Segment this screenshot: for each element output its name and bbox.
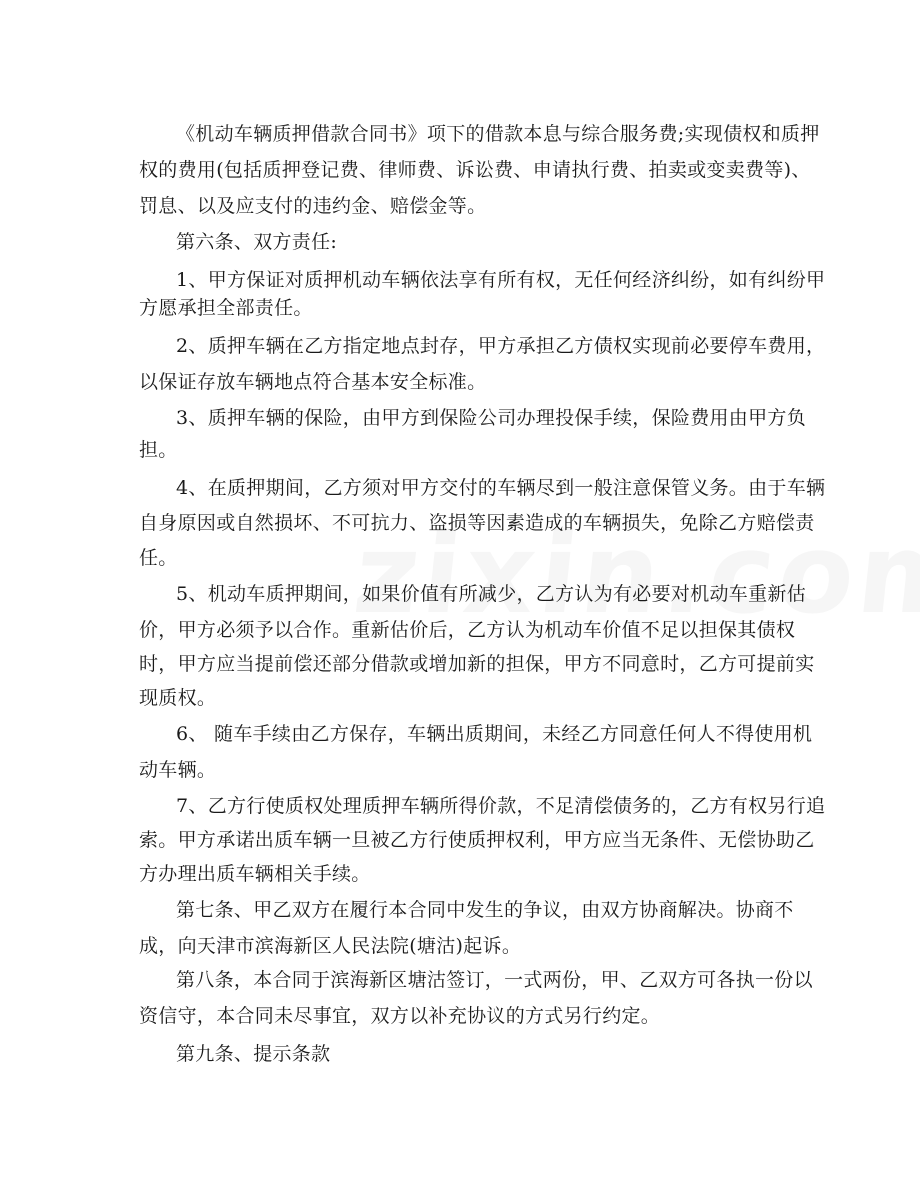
- paragraph-line: 以保证存放车辆地点符合基本安全标准。: [139, 371, 487, 393]
- paragraph-line: 第七条、甲乙双方在履行本合同中发生的争议，由双方协商解决。协商不: [176, 899, 794, 921]
- paragraph-line: 资信守，本合同未尽事宜，双方以补充协议的方式另行约定。: [139, 1005, 661, 1027]
- paragraph-line: 5、机动车质押期间，如果价值有所减少，乙方认为有必要对机动车重新估: [176, 583, 806, 605]
- paragraph-line: 7、乙方行使质权处理质押车辆所得价款，不足清偿债务的，乙方有权另行追: [176, 795, 826, 817]
- paragraph-line: 6、 随车手续由乙方保存，车辆出质期间，未经乙方同意任何人不得使用机: [176, 723, 813, 745]
- paragraph-line: 成，向天津市滨海新区人民法院(塘沽)起诉。: [139, 935, 522, 957]
- paragraph-line: 时，甲方应当提前偿还部分借款或增加新的担保，甲方不同意时，乙方可提前实: [139, 653, 815, 675]
- paragraph-line: 方愿承担全部责任。: [139, 297, 313, 319]
- paragraph-line: 动车辆。: [139, 759, 217, 781]
- paragraph-line: 罚息、以及应支付的违约金、赔偿金等。: [139, 195, 487, 217]
- paragraph-line: 4、在质押期间，乙方须对甲方交付的车辆尽到一般注意保管义务。由于车辆: [176, 477, 826, 499]
- paragraph-line: 价，甲方必须予以合作。重新估价后，乙方认为机动车价值不足以担保其债权: [139, 619, 796, 641]
- paragraph-line: 2、质押车辆在乙方指定地点封存，甲方承担乙方债权实现前必要停车费用，: [176, 335, 826, 357]
- paragraph-line: 方办理出质车辆相关手续。: [139, 863, 371, 885]
- paragraph-line: 担。: [139, 439, 178, 461]
- paragraph-line: 1、甲方保证对质押机动车辆依法享有所有权，无任何经济纠纷，如有纠纷甲: [176, 269, 826, 291]
- paragraph-line: 自身原因或自然损坏、不可抗力、盗损等因素造成的车辆损失，免除乙方赔偿责: [139, 512, 815, 534]
- paragraph-line: 第八条，本合同于滨海新区塘沽签订，一式两份，甲、乙双方可各执一份以: [176, 969, 813, 991]
- paragraph-line: 索。甲方承诺出质车辆一旦被乙方行使质押权利，甲方应当无条件、无偿协助乙: [139, 829, 815, 851]
- paragraph-line: 《机动车辆质押借款合同书》项下的借款本息与综合服务费;实现债权和质押: [176, 123, 820, 145]
- paragraph-line: 现质权。: [139, 687, 217, 709]
- paragraph-line: 3、质押车辆的保险，由甲方到保险公司办理投保手续，保险费用由甲方负: [176, 407, 806, 429]
- paragraph-line: 任。: [139, 547, 178, 569]
- paragraph-line: 权的费用(包括质押登记费、律师费、诉讼费、申请执行费、拍卖或变卖费等)、: [139, 159, 811, 181]
- section-heading-article-9: 第九条、提示条款: [176, 1043, 331, 1065]
- section-heading-article-6: 第六条、双方责任:: [176, 231, 338, 253]
